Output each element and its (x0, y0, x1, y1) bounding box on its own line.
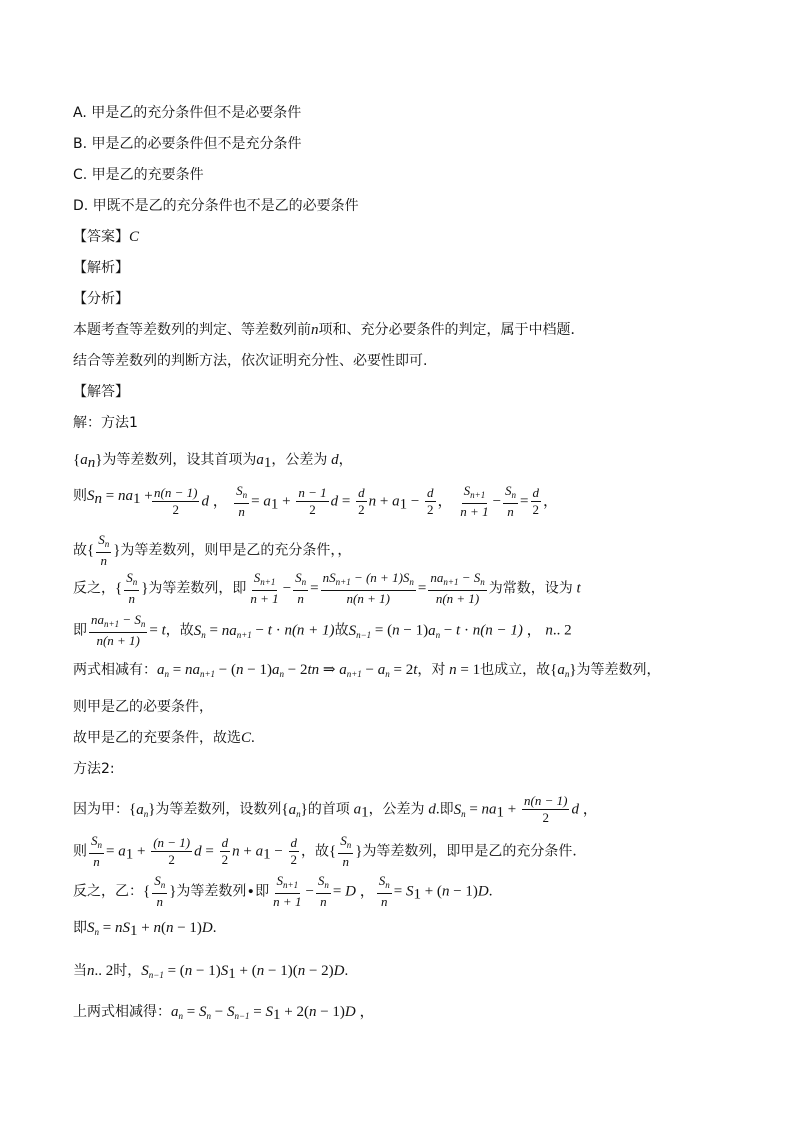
ze-text: 则 (73, 488, 87, 504)
necessary-line: 则甲是乙的必要条件， (73, 699, 213, 715)
gu-text: 故 (73, 542, 87, 559)
method2-line-5: 当n.. 2时，$S_{n-1} = (n - 1)S_1 + (n - 1)(n - 2)D$. (73, 963, 349, 982)
is-const-text: 为常数，设为 (488, 580, 573, 597)
option-d: D. 甲既不是乙的充分条件也不是乙的必要条件 (73, 198, 359, 214)
subtract-line: 两式相减有：$a_n = na_{n+1} - (n - 1)a_n - 2tn$ ⇒ $a_{n+1} - a_n = 2t$，对 n = 1也成立，故$\{a_n\}$为等差数列， (73, 662, 661, 679)
wei-dengcha-ji-text: 为等差数列∙即 (176, 883, 270, 900)
gongcha-text: ，公差为 (368, 801, 425, 818)
subtract-text: 两式相减有： (73, 662, 157, 678)
fenxi-text-1 (73, 320, 585, 340)
fenxi-label: 【分析】 (73, 291, 129, 307)
seq-def-text-2: ，公差为 (271, 452, 328, 468)
method1-heading: 解：方法1 (73, 415, 138, 431)
ji-line: 即 $\frac{na_{n+1} - S_n}{n(n + 1)}$ = t，故$S_n = na_{n+1} - t \cdot n(n + 1)$故$S_{n-1} = (n - 1)a_n - t \cdot n(n - 1)$ ， n.. 2 (73, 612, 572, 648)
gu-text-3: ，故 (301, 843, 330, 860)
option-c: C. 甲是乙的充要条件 (73, 167, 204, 183)
sn-formula-full: $\frac{n(n - 1)}{2}$ d ， $\frac{S_n}{n}$ = $a_1$ + $\frac{n - 1}{2}$ d = $\frac{d}{2}$ $n + a_1$ − $\frac{d}{2}$ ， $\frac{S_{n+1}}{n + 1}$ − $\frac{S_n}{n}$ = $\frac{d}{2}$ ， (154, 483, 559, 519)
answer-label: 【答案】 (73, 229, 129, 245)
fenxi-n: n (311, 322, 319, 338)
dang-text: 当 (73, 963, 87, 979)
fenxi-text-2: 结合等差数列的判断方法，依次证明充分性、必要性即可. (73, 353, 428, 369)
fanzhi-line: 反之，{ $\frac{S_n}{n}$ }为等差数列，即 $\frac{S_{n+1}}{n + 1}$ − $\frac{S_n}{n}$ = $\frac{nS_{n+1} - (n + 1)S_n}{n(n + 1)}$ = $\frac{na_{n+1} - S_n}{n(n + 1)}$ 为常数，设为 t (73, 570, 581, 606)
fanzhi-yi-text: 反之，乙： (73, 883, 143, 900)
shang-liang-shi-text: 上两式相减得： (73, 1004, 171, 1020)
fenxi-text-1a: 本题考查等差数列的判定、等差数列前 (73, 322, 311, 338)
she-shulie-text: 为等差数列，设数列 (155, 801, 282, 818)
gu-text-2: 故 (334, 622, 349, 639)
dui-text: ，对 (417, 662, 446, 678)
fanzhi-text-2: 为等差数列，即 (148, 580, 247, 597)
gu-line-text: 为等差数列，则甲是乙的充分条件，， (120, 542, 352, 559)
fanzhi-text: 反之， (73, 580, 115, 597)
method2-line-2: 则 $\frac{S_n}{n}$ = $a_1$ + $\frac{(n - 1)}{2}$ d = $\frac{d}{2}$ $n + a_1$ − $\frac{d}{2}$ ，故{ $\frac{S_n}{n}$ }为等差数列，即甲是乙的充分条件． (73, 833, 587, 869)
ji-sn-text: 即 (439, 801, 454, 818)
option-a: A. 甲是乙的充分条件但不是必要条件 (73, 105, 302, 121)
shi-text: 时， (113, 963, 142, 979)
ji-jia-chong-text: 为等差数列，即甲是乙的充分条件． (362, 843, 587, 860)
method2-line-6: 上两式相减得：$a_n = S_n - S_{n-1} = S_1 + 2(n - 1)D$ ， (73, 1004, 375, 1023)
yinwei-text: 因为甲： (73, 801, 129, 818)
conclusion-text: 故甲是乙的充要条件，故选 (73, 730, 241, 746)
seq-def-text-3: ， (338, 452, 353, 468)
option-b: B. 甲是乙的必要条件但不是充分条件 (73, 136, 302, 152)
gu-line: 故{ $\frac{S_n}{n}$ }为等差数列，则甲是乙的充分条件，， (73, 532, 352, 568)
method2-heading: 方法2: (73, 761, 115, 777)
analysis-label: 【解析】 (73, 260, 129, 276)
sn-formula-line: 则$S_n = na_1$ + (73, 488, 153, 507)
method2-line-3: 反之，乙：{ $\frac{S_n}{n}$ }为等差数列∙即 $\frac{S_{n+1}}{n + 1}$ − $\frac{S_n}{n}$ = D ， $\frac{S_n}{n}$ = $S_1 + (n - 1)D$. (73, 873, 493, 909)
ji-text: 即 (73, 622, 87, 639)
fenxi-text-1b: 项和、充分必要条件的判定，属于中档题． (318, 322, 585, 338)
gu-comma-text: ，故 (165, 622, 194, 639)
answer-line (73, 227, 139, 247)
shouxiang-text: 的首项 (307, 801, 350, 818)
jieda-label: 【解答】 (73, 384, 129, 400)
ji-text-2: 即 (73, 920, 87, 936)
ze-text-2: 则 (73, 843, 87, 860)
wei-dengcha-text: 为等差数列， (576, 662, 661, 678)
ye-cheng-li-text: 也成立，故 (480, 662, 551, 678)
answer-value: C (129, 229, 140, 245)
seq-definition-line: $\{a_n\}$为等差数列，设其首项为$a_1$，公差为 d， (73, 452, 353, 471)
conclusion-line: 故甲是乙的充要条件，故选C. (73, 730, 255, 746)
method2-line-1: 因为甲：$\{a_n\}$为等差数列，设数列$\{a_n\}$的首项 $a_1$，公差为 d.即$S_n = na_1$ + $\frac{n(n - 1)}{2}$ d ， (73, 793, 598, 825)
seq-def-text: 为等差数列，设其首项为 (102, 452, 257, 468)
method2-line-4: 即$S_n = nS_1 + n(n - 1)D$. (73, 920, 217, 939)
